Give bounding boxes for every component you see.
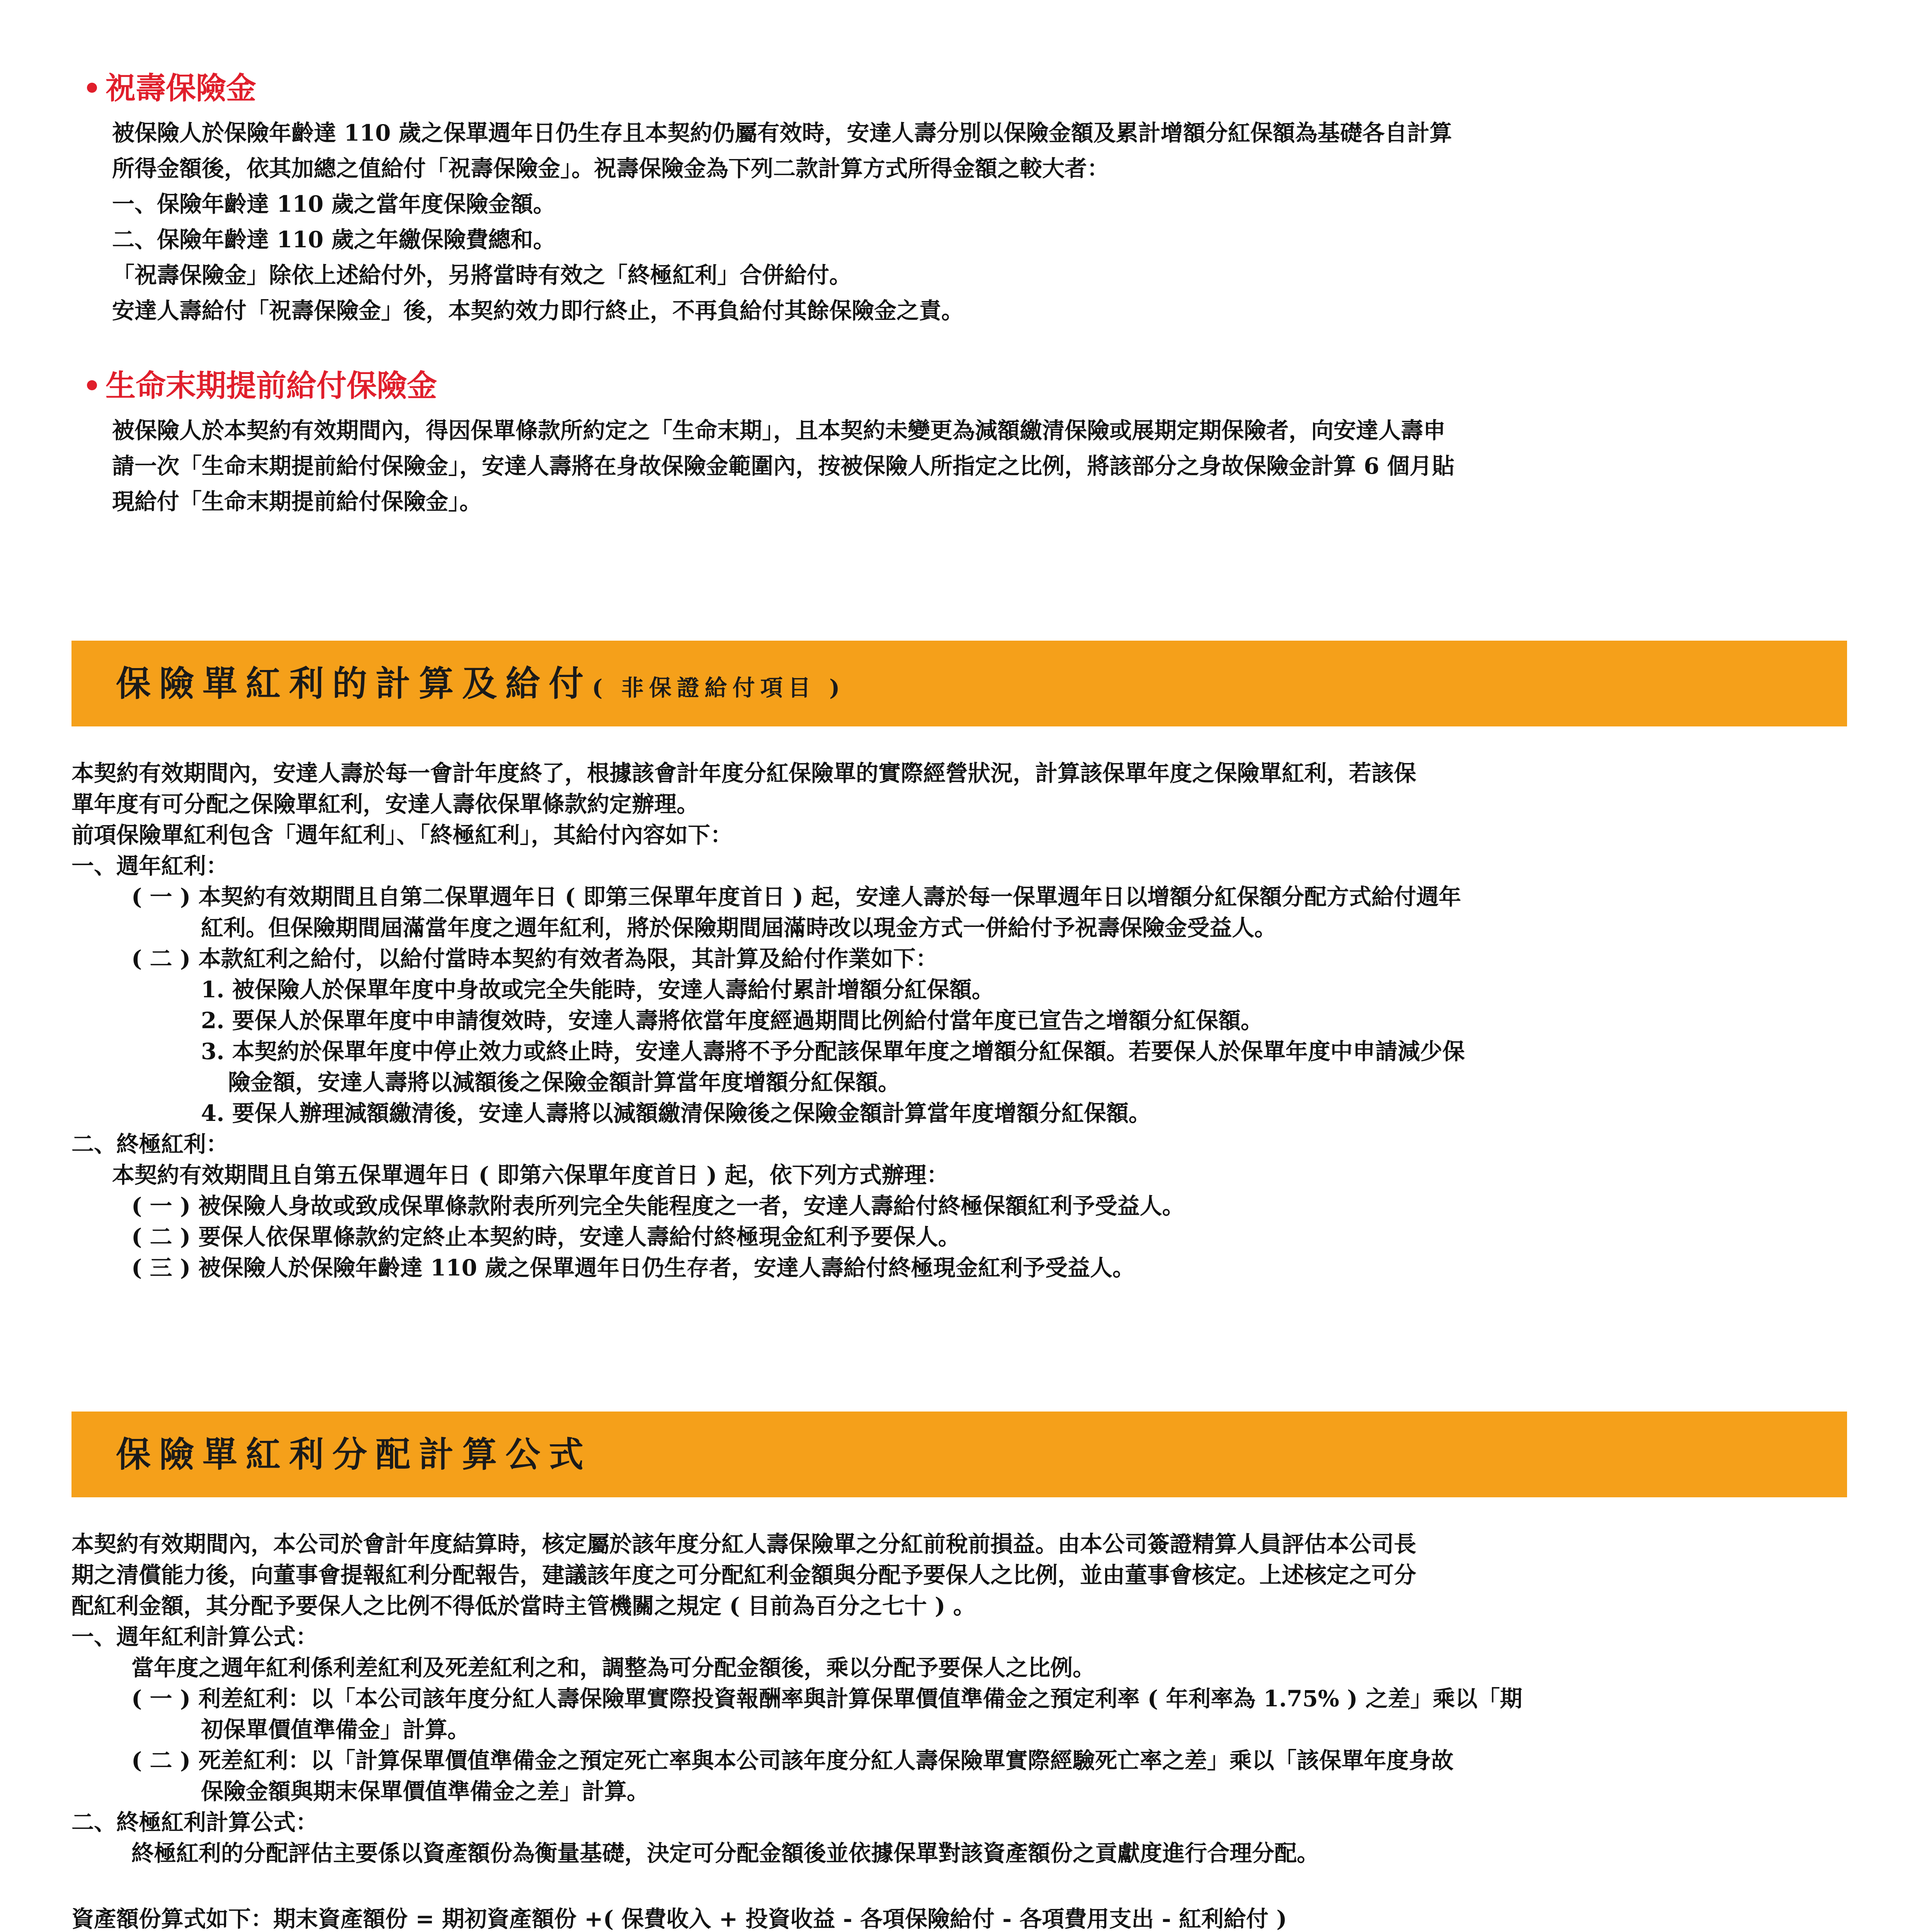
paragraph-line: 所得金額後，依其加總之值給付「祝壽保險金」。祝壽保險金為下列二款計算方式所得金額之較大者： xyxy=(112,155,1110,182)
paragraph-line: ( 一 ) 本契約有效期間且自第二保單週年日 ( 即第三保單年度首日 ) 起，安達人壽於每一保單週年日以增額分紅保額分配方式給付週年 xyxy=(131,884,1461,910)
paragraph-line: 本契約有效期間內，安達人壽於每一會計年度終了，根據該會計年度分紅保險單的實際經營狀況，計算該保單年度之保險單紅利，若該保 xyxy=(71,760,1417,786)
bullet-icon xyxy=(87,380,97,390)
bullet-icon xyxy=(87,83,97,93)
paragraph-line: 4. 要保人辦理減額繳清後，安達人壽將以減額繳清保險後之保險金額計算當年度增額分紅保額。 xyxy=(201,1100,1151,1126)
paragraph-line: 二、終極紅利計算公式： xyxy=(71,1809,318,1835)
banner-subtitle: ( 非保證給付項目 ) xyxy=(592,675,845,701)
paragraph-line: 本契約有效期間內，本公司於會計年度結算時，核定屬於該年度分紅人壽保險單之分紅前稅前損益。由本公司簽證精算人員評估本公司長 xyxy=(71,1531,1417,1557)
paragraph-line: 資產額份算式如下：期末資產額份 = 期初資產額份 +( 保費收入 + 投資收益 - 各項保險給付 - 各項費用支出 - 紅利給付 ) xyxy=(71,1906,1287,1932)
paragraph-line: 前項保險單紅利包含「週年紅利」、「終極紅利」，其給付內容如下： xyxy=(71,822,733,848)
paragraph-line: 現給付「生命末期提前給付保險金」。 xyxy=(112,488,482,515)
section-banner-dividend xyxy=(71,641,1847,726)
heading-text: 祝壽保險金 xyxy=(105,71,257,106)
paragraph-line: 初保單價值準備金」計算。 xyxy=(201,1716,470,1743)
paragraph-line: 期之清償能力後，向董事會提報紅利分配報告，建議該年度之可分配紅利金額與分配予要保人之比例，並由董事會核定。上述核定之可分 xyxy=(71,1562,1417,1588)
paragraph-line: ( 一 ) 利差紅利：以「本公司該年度分紅人壽保險單實際投資報酬率與計算保單價值準備金之預定利率 ( 年利率為 1.75% ) 之差」乘以「期 xyxy=(131,1685,1522,1712)
paragraph-line: 被保險人於保險年齡達 110 歲之保單週年日仍生存且本契約仍屬有效時，安達人壽分別以保險金額及累計增額分紅保額為基礎各自計算 xyxy=(112,120,1452,146)
paragraph-line: 一、保險年齡達 110 歲之當年度保險金額。 xyxy=(112,191,556,217)
paragraph-line: 保險金額與期末保單價值準備金之差」計算。 xyxy=(201,1778,650,1804)
paragraph-line: 配紅利金額，其分配予要保人之比例不得低於當時主管機關之規定 ( 目前為百分之七十 ) 。 xyxy=(71,1593,976,1619)
paragraph-line: 紅利。但保險期間屆滿當年度之週年紅利，將於保險期間屆滿時改以現金方式一併給付予祝壽保險金受益人。 xyxy=(201,915,1277,941)
paragraph-line: ( 二 ) 要保人依保單條款約定終止本契約時，安達人壽給付終極現金紅利予要保人。 xyxy=(131,1224,961,1250)
paragraph-line: 二、終極紅利： xyxy=(71,1131,229,1157)
paragraph-line: 請一次「生命末期提前給付保險金」，安達人壽將在身故保險金範圍內，按被保險人所指定之比例，將該部分之身故保險金計算 6 個月貼 xyxy=(112,453,1454,479)
heading-text: 生命末期提前給付保險金 xyxy=(105,368,437,403)
paragraph-line: 本契約有效期間且自第五保單週年日 ( 即第六保單年度首日 ) 起，依下列方式辦理： xyxy=(112,1162,949,1188)
paragraph-line: ( 三 ) 被保險人於保險年齡達 110 歲之保單週年日仍生存者，安達人壽給付終極現金紅利予受益人。 xyxy=(131,1255,1135,1281)
banner-title: 保險單紅利的計算及給付 xyxy=(116,663,592,704)
paragraph-line: ( 一 ) 被保險人身故或致成保單條款附表所列完全失能程度之一者，安達人壽給付終極保額紅利予受益人。 xyxy=(131,1193,1185,1219)
paragraph-line: 險金額，安達人壽將以減額後之保險金額計算當年度增額分紅保額。 xyxy=(228,1069,901,1095)
paragraph-line: 一、週年紅利計算公式： xyxy=(71,1624,318,1650)
paragraph-line: 一、週年紅利： xyxy=(71,853,229,879)
section-banner-formula: 保險單紅利分配計算公式 xyxy=(71,1412,1847,1497)
paragraph-line: 「祝壽保險金」除依上述給付外，另將當時有效之「終極紅利」合併給付。 xyxy=(112,262,852,288)
paragraph-line: 當年度之週年紅利係利差紅利及死差紅利之和，調整為可分配金額後，乘以分配予要保人之比例。 xyxy=(131,1655,1095,1681)
paragraph-line: 被保險人於本契約有效期間內，得因保單條款所約定之「生命末期」，且本契約未變更為減額繳清保險或展期定期保險者，向安達人壽申 xyxy=(112,417,1446,444)
paragraph-line: 安達人壽給付「祝壽保險金」後，本契約效力即行終止，不再負給付其餘保險金之責。 xyxy=(112,298,964,324)
section-heading-longevity xyxy=(87,73,256,104)
section-heading-terminal xyxy=(87,368,437,403)
paragraph-line: ( 二 ) 死差紅利：以「計算保單價值準備金之預定死亡率與本公司該年度分紅人壽保險單實際經驗死亡率之差」乘以「該保單年度身故 xyxy=(131,1747,1454,1774)
paragraph-line: 2. 要保人於保單年度中申請復效時，安達人壽將依當年度經過期間比例給付當年度已宣告之增額分紅保額。 xyxy=(201,1007,1263,1034)
paragraph-line: ( 二 ) 本款紅利之給付，以給付當時本契約有效者為限，其計算及給付作業如下： xyxy=(131,946,938,972)
paragraph-line: 二、保險年齡達 110 歲之年繳保險費總和。 xyxy=(112,226,556,253)
paragraph-line: 單年度有可分配之保險單紅利，安達人壽依保單條款約定辦理。 xyxy=(71,791,699,817)
paragraph-line: 1. 被保險人於保單年度中身故或完全失能時，安達人壽給付累計增額分紅保額。 xyxy=(201,976,994,1003)
paragraph-line: 3. 本契約於保單年度中停止效力或終止時，安達人壽將不予分配該保單年度之增額分紅保額。若要保人於保單年度中申請減少保 xyxy=(201,1038,1465,1065)
paragraph-line: 終極紅利的分配評估主要係以資產額份為衡量基礎，決定可分配金額後並依據保單對該資產額份之貢獻度進行合理分配。 xyxy=(131,1840,1320,1866)
